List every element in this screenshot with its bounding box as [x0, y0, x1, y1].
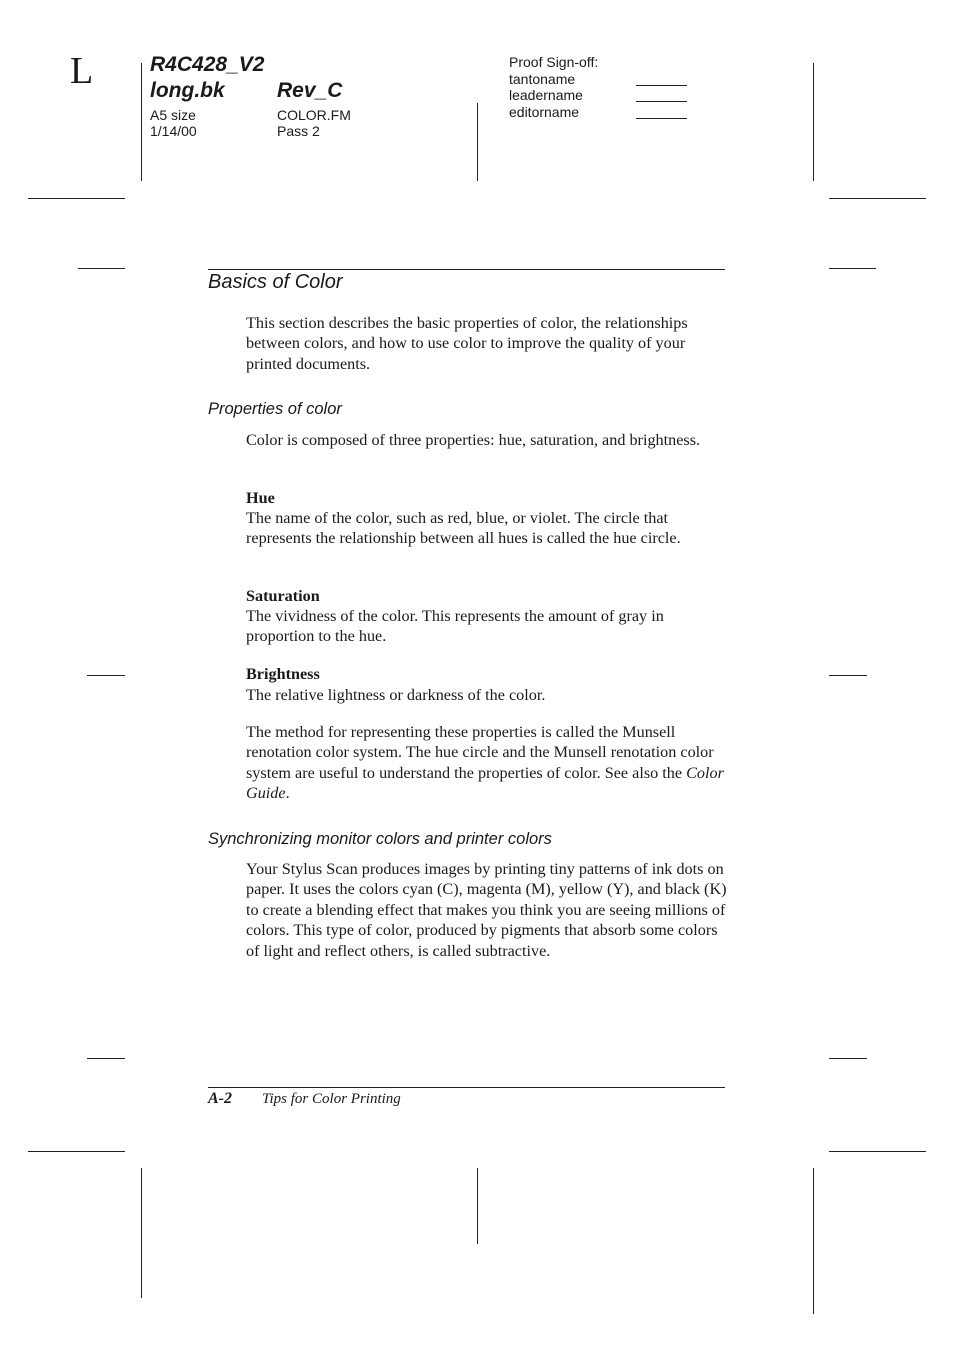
- munsell-end: .: [285, 784, 290, 803]
- doc-date: 1/14/00: [150, 123, 197, 139]
- section-rule: [208, 269, 725, 270]
- revision: Rev_C: [277, 79, 343, 102]
- crop-mark: [78, 268, 125, 269]
- signoff-line: [636, 118, 687, 119]
- signoff-name: tantoname: [509, 71, 576, 87]
- munsell-text: The method for representing these properties is called the Munsell renotation color system. The hue circle and the Munsell renotation color system are useful to understand the properties of color. See also the: [246, 723, 714, 782]
- doc-code: R4C428_V2: [150, 53, 265, 76]
- crop-mark: [477, 1168, 478, 1244]
- crop-mark: [87, 675, 125, 676]
- signoff-line: [636, 101, 687, 102]
- crop-mark: [28, 198, 125, 199]
- corner-letter: L: [70, 50, 94, 92]
- footer-rule: [208, 1087, 725, 1088]
- definition-saturation: The vividness of the color. This represents the amount of gray in proportion to the hue.: [246, 607, 664, 646]
- definition-hue: The name of the color, such as red, blue, or violet. The circle that represents the relationship between all hues is called the hue circle.: [246, 509, 681, 548]
- term-brightness: Brightness: [246, 665, 320, 683]
- section-title: Basics of Color: [208, 271, 343, 293]
- crop-mark: [829, 1058, 867, 1059]
- subsection-heading-sync: Synchronizing monitor colors and printer colors: [208, 830, 552, 848]
- page-size: A5 size: [150, 107, 196, 123]
- properties-intro: Color is composed of three properties: hue, saturation, and brightness.: [246, 431, 701, 449]
- crop-mark: [829, 1151, 926, 1152]
- definition-brightness: The relative lightness or darkness of the color.: [246, 686, 546, 704]
- crop-mark: [141, 63, 142, 181]
- crop-mark: [87, 1058, 125, 1059]
- page-number: A-2: [208, 1090, 232, 1107]
- pass-number: Pass 2: [277, 123, 320, 139]
- section-intro: This section describes the basic properties of color, the relationships between colors, and how to use color to improve the quality of your printed documents.: [246, 314, 688, 373]
- signoff-line: [636, 85, 687, 86]
- subsection-heading-properties: Properties of color: [208, 400, 342, 418]
- crop-mark: [829, 268, 876, 269]
- proof-signoff-title: Proof Sign-off:: [509, 54, 599, 70]
- crop-mark: [829, 675, 867, 676]
- crop-mark: [477, 103, 478, 181]
- signoff-name: editorname: [509, 104, 580, 120]
- term-hue: Hue: [246, 489, 275, 507]
- crop-mark: [813, 63, 814, 181]
- file-name: COLOR.FM: [277, 107, 351, 123]
- color-guide-reference: Color Guide: [246, 763, 724, 803]
- munsell-paragraph: [246, 722, 728, 804]
- crop-mark: [829, 198, 926, 199]
- sync-paragraph: Your Stylus Scan produces images by printing tiny patterns of ink dots on paper. It uses the colors cyan (C), magenta (M), yellow (Y), and black (K) to create a blending effect that makes you think you are seeing millions of colors. This type of color, produced by pigments that absorb some colors of light and reflect others, is called subtractive.: [246, 860, 727, 960]
- term-saturation: Saturation: [246, 587, 320, 605]
- book-name: long.bk: [150, 79, 225, 102]
- crop-mark: [813, 1168, 814, 1314]
- crop-mark: [141, 1168, 142, 1298]
- chapter-title: Tips for Color Printing: [262, 1091, 401, 1107]
- signoff-name: leadername: [509, 87, 583, 103]
- crop-mark: [28, 1151, 125, 1152]
